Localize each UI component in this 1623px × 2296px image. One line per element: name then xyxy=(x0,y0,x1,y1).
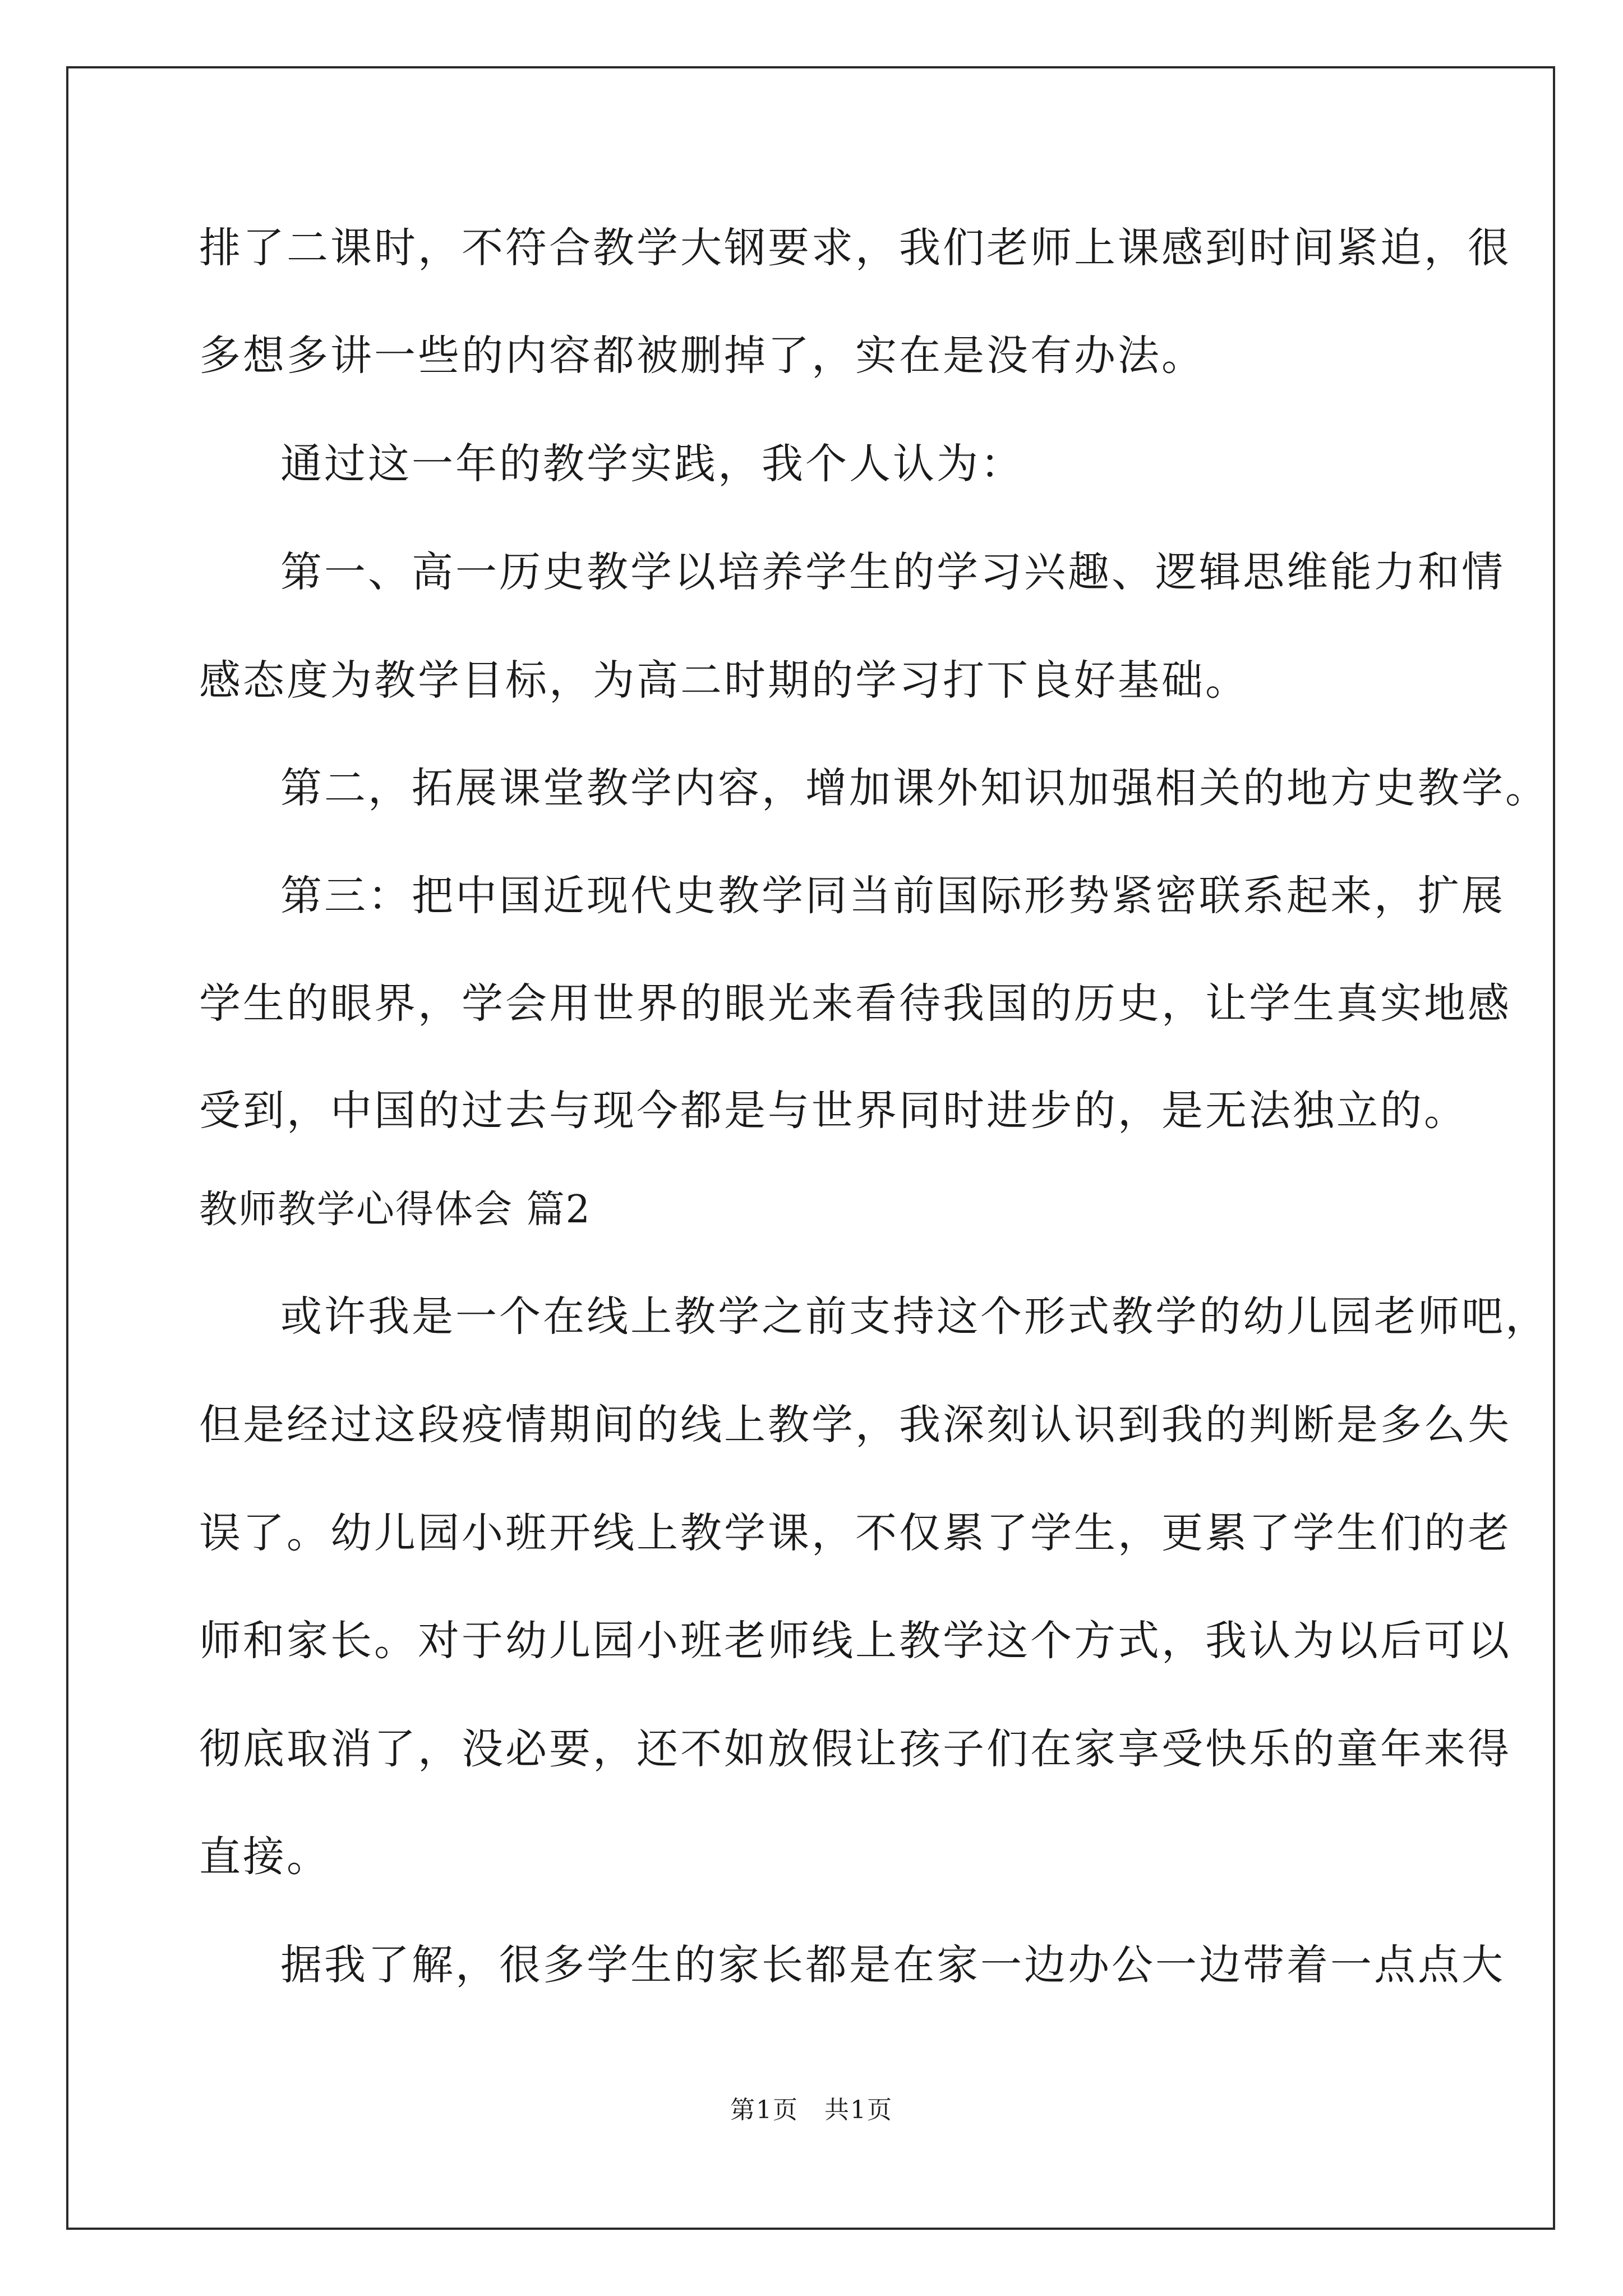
text-line: 第三：把中国近现代史教学同当前国际形势紧密联系起来，扩展 xyxy=(280,872,1505,920)
text-line: 多想多讲一些的内容都被删掉了，实在是没有办法。 xyxy=(199,332,1205,380)
text-line: 受到，中国的过去与现今都是与世界同时进步的，是无法独立的。 xyxy=(199,1087,1468,1135)
text-line: 但是经过这段疫情期间的线上教学，我深刻认识到我的判断是多么失 xyxy=(199,1401,1511,1449)
text-line: 学生的眼界，学会用世界的眼光来看待我国的历史，让学生真实地感 xyxy=(199,979,1511,1028)
text-line: 师和家长。对于幼儿园小班老师线上教学这个方式，我认为以后可以 xyxy=(199,1617,1511,1665)
text-line: 彻底取消了，没必要，还不如放假让孩子们在家享受快乐的童年来得 xyxy=(199,1725,1511,1773)
page-footer: 第1页 共1页 xyxy=(730,2096,893,2124)
text-line: 第一、高一历史教学以培养学生的学习兴趣、逻辑思维能力和情 xyxy=(280,548,1505,596)
text-line: 通过这一年的教学实践，我个人认为： xyxy=(280,440,1024,488)
page-border xyxy=(66,66,1555,2230)
text-line: 或许我是一个在线上教学之前支持这个形式教学的幼儿园老师吧， xyxy=(280,1292,1549,1341)
text-line: 感态度为教学目标，为高二时期的学习打下良好基础。 xyxy=(199,656,1249,705)
text-line: 直接。 xyxy=(199,1833,330,1881)
text-line: 第二，拓展课堂教学内容，增加课外知识加强相关的地方史教学。 xyxy=(280,764,1549,812)
text-line: 排了二课时，不符合教学大钢要求，我们老师上课感到时间紧迫，很 xyxy=(199,224,1511,272)
section-heading: 教师教学心得体会 篇2 xyxy=(199,1188,591,1232)
text-line: 误了。幼儿园小班开线上教学课，不仅累了学生，更累了学生们的老 xyxy=(199,1509,1511,1557)
text-line: 据我了解，很多学生的家长都是在家一边办公一边带着一点点大 xyxy=(280,1941,1505,1989)
